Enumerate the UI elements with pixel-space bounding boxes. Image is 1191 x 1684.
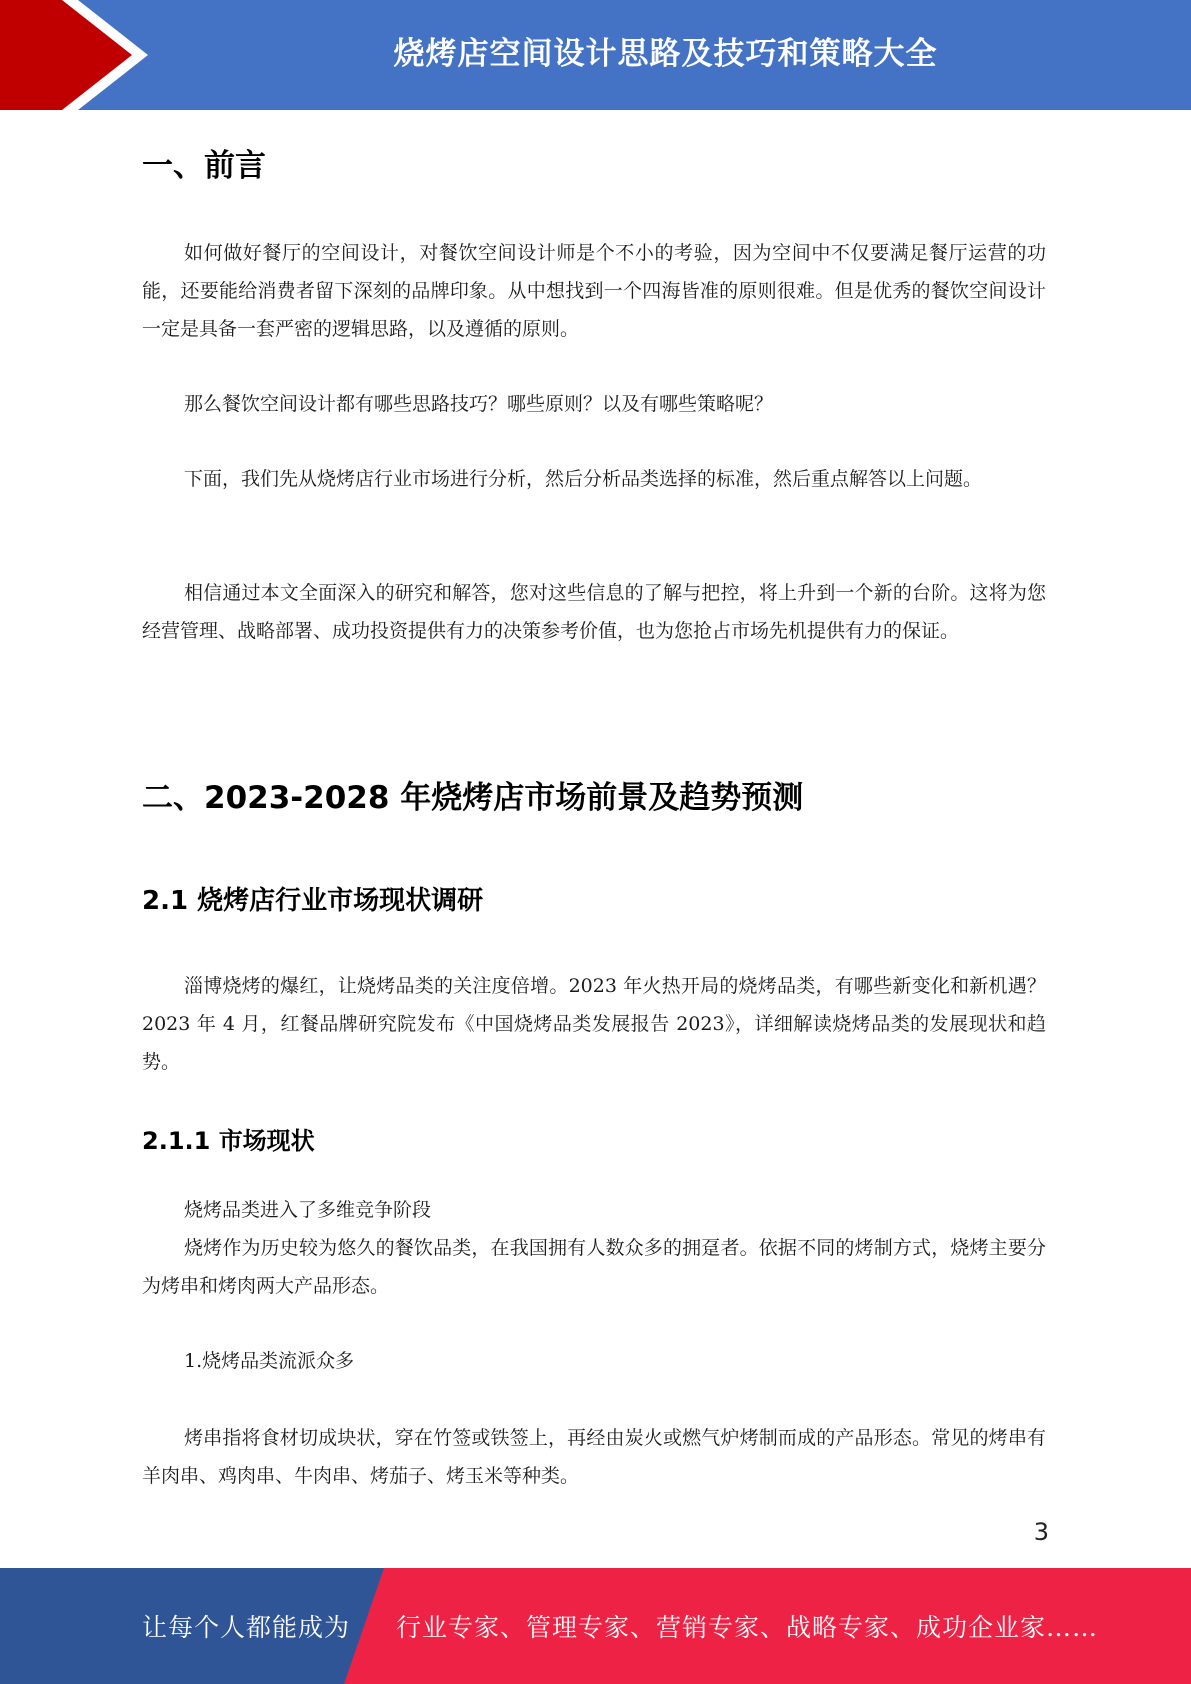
paragraph-2-1-1-d: 烤串指将食材切成块状，穿在竹签或铁签上，再经由炭火或燃气炉烤制而成的产品形态。常见的烤串有羊肉串、鸡肉串、牛肉串、烤茄子、烤玉米等种类。 <box>142 1427 1046 1487</box>
paragraph-preface-2: 那么餐饮空间设计都有哪些思路技巧？哪些原则？以及有哪些策略呢？ <box>184 393 774 415</box>
paragraph-2-1-1-c: 1.烧烤品类流派众多 <box>184 1350 355 1372</box>
section-heading-preface: 一、前言 <box>142 148 266 184</box>
section-heading-market-outlook: 二、2023-2028 年烧烤店市场前景及趋势预测 <box>142 780 804 816</box>
paragraph-2-1-1-b: 烧烤作为历史较为悠久的餐饮品类，在我国拥有人数众多的拥趸者。依据不同的烤制方式，烧烤主要分为烤串和烤肉两大产品形态。 <box>142 1237 1046 1297</box>
paragraph-preface-4: 相信通过本文全面深入的研究和解答，您对这些信息的了解与把控，将上升到一个新的台阶。这将为您经营管理、战略部署、成功投资提供有力的决策参考价值，也为您抢占市场先机提供有力的保证。 <box>142 582 1046 642</box>
page-number: 3 <box>1033 1518 1049 1546</box>
paragraph-preface-3: 下面，我们先从烧烤店行业市场进行分析，然后分析品类选择的标准，然后重点解答以上问题。 <box>184 468 983 490</box>
subsection-heading-2-1-1: 2.1.1 市场现状 <box>142 1127 315 1155</box>
subsection-heading-2-1: 2.1 烧烤店行业市场现状调研 <box>142 886 484 916</box>
header-title: 烧烤店空间设计思路及技巧和策略大全 <box>393 35 938 72</box>
page-footer <box>0 1568 1191 1684</box>
page-header <box>0 0 1191 110</box>
footer-slogan-left: 让每个人都能成为 <box>142 1613 351 1642</box>
paragraph-preface-1: 如何做好餐厅的空间设计，对餐饮空间设计师是个不小的考验，因为空间中不仅要满足餐厅运营的功能，还要能给消费者留下深刻的品牌印象。从中想找到一个四海皆准的原则很难。但是优秀的餐饮空间设计一定是具备一套严密的逻辑思路，以及遵循的原则。 <box>142 242 1046 340</box>
paragraph-2-1: 淄博烧烤的爆红，让烧烤品类的关注度倍增。2023 年火热开局的烧烤品类，有哪些新变化和新机遇？2023 年 4 月，红餐品牌研究院发布《中国烧烤品类发展报告 2023》，详细解读烧烤品类的发展现状和趋势。 <box>142 975 1046 1073</box>
paragraph-2-1-1-a: 烧烤品类进入了多维竞争阶段 <box>184 1199 432 1221</box>
footer-slogan-right: 行业专家、管理专家、营销专家、战略专家、成功企业家…… <box>396 1613 1099 1642</box>
